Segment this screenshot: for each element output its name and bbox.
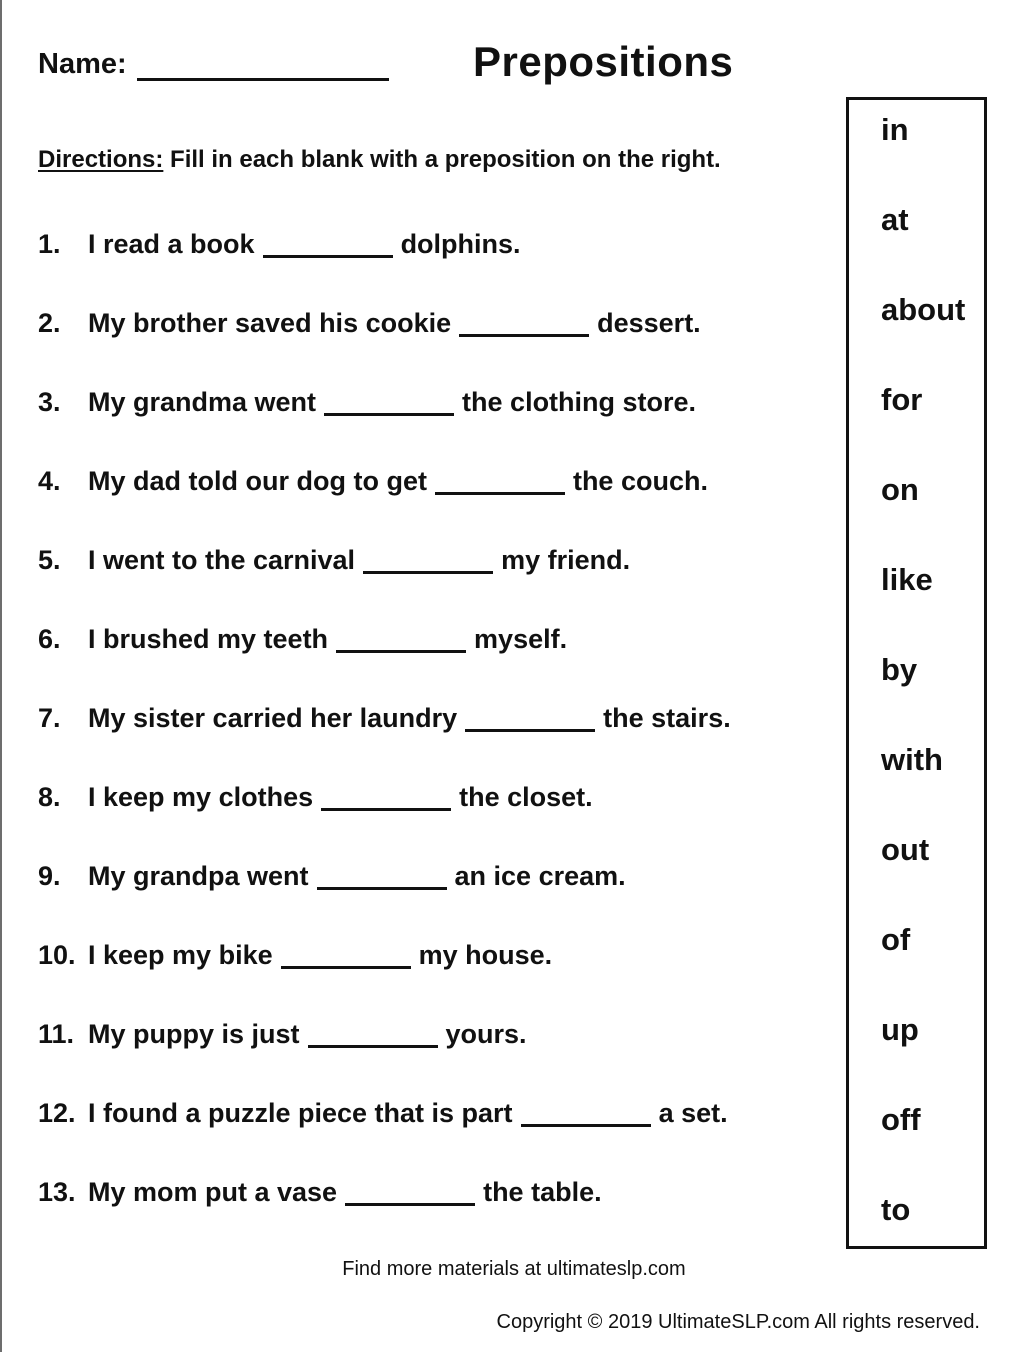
directions-text: Fill in each blank with a preposition on the right. (163, 146, 721, 173)
answer-blank[interactable] (435, 466, 565, 495)
answer-blank[interactable] (345, 1177, 475, 1206)
question-text-before: My sister carried her laundry (88, 703, 458, 733)
question-text-after: an ice cream. (454, 861, 626, 891)
question-text-before: I read a book (88, 229, 255, 259)
question-number: 13. (38, 1177, 76, 1207)
question-text-after: dessert. (597, 308, 701, 338)
question-9 (38, 861, 731, 940)
question-number: 1. (38, 229, 61, 259)
question-text-after: dolphins. (400, 229, 521, 259)
word-bank-item: of (881, 922, 911, 957)
word-bank-item: about (881, 292, 966, 327)
page-edge (0, 0, 2, 1352)
question-1 (38, 229, 731, 308)
question-number: 3. (38, 387, 61, 417)
question-text-before: My dad told our dog to get (88, 466, 427, 496)
question-number: 6. (38, 624, 61, 654)
question-text-before: My puppy is just (88, 1019, 300, 1049)
word-bank-item: with (881, 742, 943, 777)
question-text-before: I found a puzzle piece that is part (88, 1098, 513, 1128)
question-11 (38, 1019, 731, 1098)
answer-blank[interactable] (308, 1019, 438, 1048)
answer-blank[interactable] (336, 624, 466, 653)
question-7 (38, 703, 731, 782)
question-text-before: My grandma went (88, 387, 317, 417)
question-text-after: yours. (445, 1019, 527, 1049)
question-number: 11. (38, 1019, 75, 1049)
word-bank-item: up (881, 1012, 919, 1047)
question-text-before: My grandpa went (88, 861, 309, 891)
question-10 (38, 940, 731, 1019)
word-bank (846, 97, 987, 1249)
question-text-before: My brother saved his cookie (88, 308, 452, 338)
question-text-after: the clothing store. (462, 387, 697, 417)
question-12 (38, 1098, 731, 1177)
word-bank-item: in (881, 112, 909, 147)
question-number: 7. (38, 703, 61, 733)
question-text-before: I brushed my teeth (88, 624, 329, 654)
question-text-before: I keep my clothes (88, 782, 314, 812)
question-4 (38, 466, 731, 545)
question-list (38, 229, 731, 1256)
question-number: 12. (38, 1098, 76, 1128)
word-bank-item: like (881, 562, 933, 597)
page-title: Prepositions (473, 38, 734, 85)
question-number: 10. (38, 940, 76, 970)
word-bank-item: off (881, 1102, 921, 1137)
word-bank-item: to (881, 1192, 911, 1227)
question-text-after: the couch. (572, 466, 708, 496)
copyright: Copyright © 2019 UltimateSLP.com All rights reserved. (496, 1311, 980, 1333)
answer-blank[interactable] (363, 545, 493, 574)
answer-blank[interactable] (459, 308, 589, 337)
question-text-after: a set. (658, 1098, 728, 1128)
name-label: Name: (38, 48, 127, 80)
footer-link-text (0, 1258, 1024, 1281)
answer-blank[interactable] (324, 387, 454, 416)
answer-blank[interactable] (521, 1098, 651, 1127)
question-2 (38, 308, 731, 387)
answer-blank[interactable] (321, 782, 451, 811)
question-number: 5. (38, 545, 61, 575)
question-3 (38, 387, 731, 466)
answer-blank[interactable] (263, 229, 393, 258)
question-13 (38, 1177, 731, 1256)
question-text-after: the stairs. (603, 703, 731, 733)
question-number: 8. (38, 782, 61, 812)
question-text-after: the table. (483, 1177, 602, 1207)
word-bank-item: for (881, 382, 923, 417)
question-text-after: the closet. (459, 782, 593, 812)
question-6 (38, 624, 731, 703)
question-text-after: my house. (418, 940, 553, 970)
name-blank[interactable] (137, 46, 389, 81)
word-bank-item: at (881, 202, 909, 237)
question-text-after: my friend. (501, 545, 631, 575)
word-bank-item: out (881, 832, 930, 867)
word-bank-item: by (881, 652, 918, 687)
directions (38, 146, 721, 174)
question-number: 9. (38, 861, 61, 891)
answer-blank[interactable] (281, 940, 411, 969)
question-8 (38, 782, 731, 861)
question-text-before: My mom put a vase (88, 1177, 338, 1207)
answer-blank[interactable] (317, 861, 447, 890)
word-bank-item: on (881, 472, 919, 507)
answer-blank[interactable] (465, 703, 595, 732)
name-row (38, 46, 389, 81)
question-number: 4. (38, 466, 61, 496)
question-5 (38, 545, 731, 624)
directions-label: Directions: (38, 146, 164, 173)
question-number: 2. (38, 308, 61, 338)
question-text-before: I keep my bike (88, 940, 273, 970)
question-text-after: myself. (474, 624, 568, 654)
footer-link: Find more materials at ultimateslp.com (342, 1258, 686, 1280)
question-text-before: I went to the carnival (88, 545, 356, 575)
